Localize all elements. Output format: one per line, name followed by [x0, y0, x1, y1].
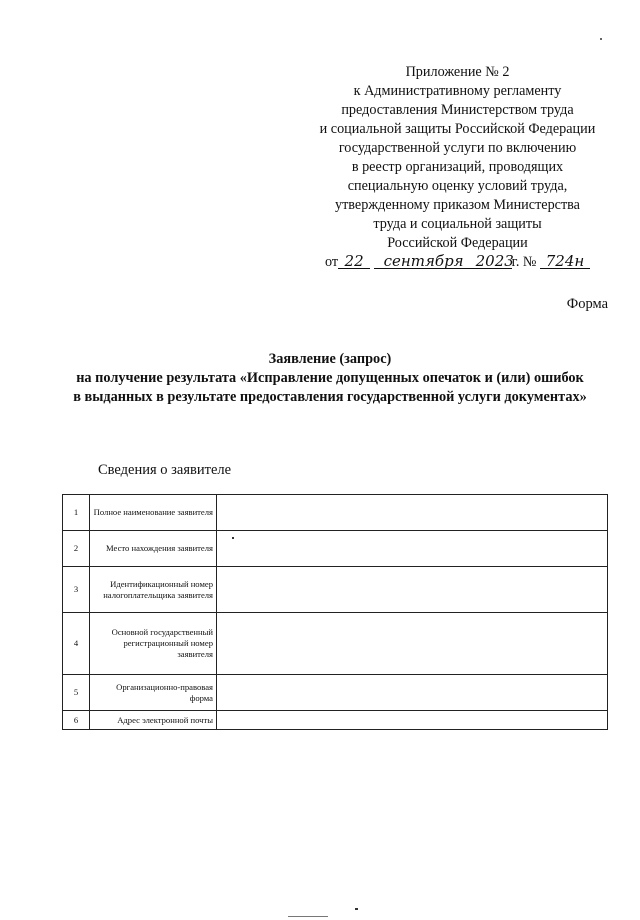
header-line: утвержденному приказом Министерства — [335, 197, 580, 213]
row-number: 5 — [63, 675, 90, 711]
table-row — [63, 711, 608, 730]
section-heading: Сведения о заявителе — [98, 462, 232, 478]
value-field[interactable] — [217, 495, 608, 531]
row-number: 1 — [63, 495, 90, 531]
value-field[interactable] — [217, 711, 608, 730]
title-line-1: Заявление (запрос) — [268, 351, 392, 367]
scan-edge-mark — [288, 916, 328, 917]
value-field[interactable] — [217, 567, 608, 613]
row-number: 2 — [63, 531, 90, 567]
form-label: Форма — [566, 296, 608, 312]
row-number: 4 — [63, 613, 90, 675]
table-row — [63, 567, 608, 613]
table-row — [63, 613, 608, 675]
title-line-3: в выданных в результате предоставления государственной услуги документах» — [73, 389, 587, 405]
header-line: специальную оценку условий труда, — [347, 178, 568, 194]
table-row — [63, 675, 608, 711]
row-label: Организационно-правовая форма — [90, 675, 217, 711]
row-number: 3 — [63, 567, 90, 613]
handwritten-order-number: 724н — [540, 254, 590, 269]
applicant-info-table — [62, 494, 608, 730]
header-line: в реестр организаций, проводящих — [351, 159, 564, 175]
table-row — [63, 495, 608, 531]
header-line: Российской Федерации — [387, 235, 528, 251]
header-line: Приложение № 2 — [405, 64, 510, 80]
value-field[interactable] — [217, 531, 608, 567]
table-row — [63, 531, 608, 567]
handwritten-year: 2023 — [475, 252, 514, 270]
value-field[interactable] — [217, 613, 608, 675]
handwritten-day: 22 — [338, 254, 370, 269]
date-suffix: г. № — [511, 254, 537, 270]
scan-speck — [232, 537, 234, 539]
scan-speck — [600, 38, 602, 40]
header-line: предоставления Министерством труда — [341, 102, 574, 118]
header-line: и социальной защиты Российской Федерации — [319, 121, 596, 137]
row-label: Полное наименование заявителя — [90, 495, 217, 531]
order-date-line — [300, 253, 615, 272]
row-label: Идентификационный номер налогоплательщика заявителя — [90, 567, 217, 613]
row-label: Основной государственный регистрационный номер заявителя — [90, 613, 217, 675]
row-label: Место нахождения заявителя — [90, 531, 217, 567]
scan-speck — [355, 908, 358, 910]
document-title — [30, 350, 630, 407]
header-line: государственной услуги по включению — [338, 140, 577, 156]
date-prefix: от — [324, 254, 339, 270]
value-field[interactable] — [217, 675, 608, 711]
header-line: к Административному регламенту — [353, 83, 562, 99]
row-label: Адрес электронной почты — [90, 711, 217, 730]
title-line-2: на получение результата «Исправление допущенных опечаток и (или) ошибок — [76, 370, 584, 386]
row-number: 6 — [63, 711, 90, 730]
handwritten-month: сентября — [374, 254, 474, 269]
approval-header — [300, 63, 615, 272]
header-line: труда и социальной защиты — [373, 216, 542, 232]
